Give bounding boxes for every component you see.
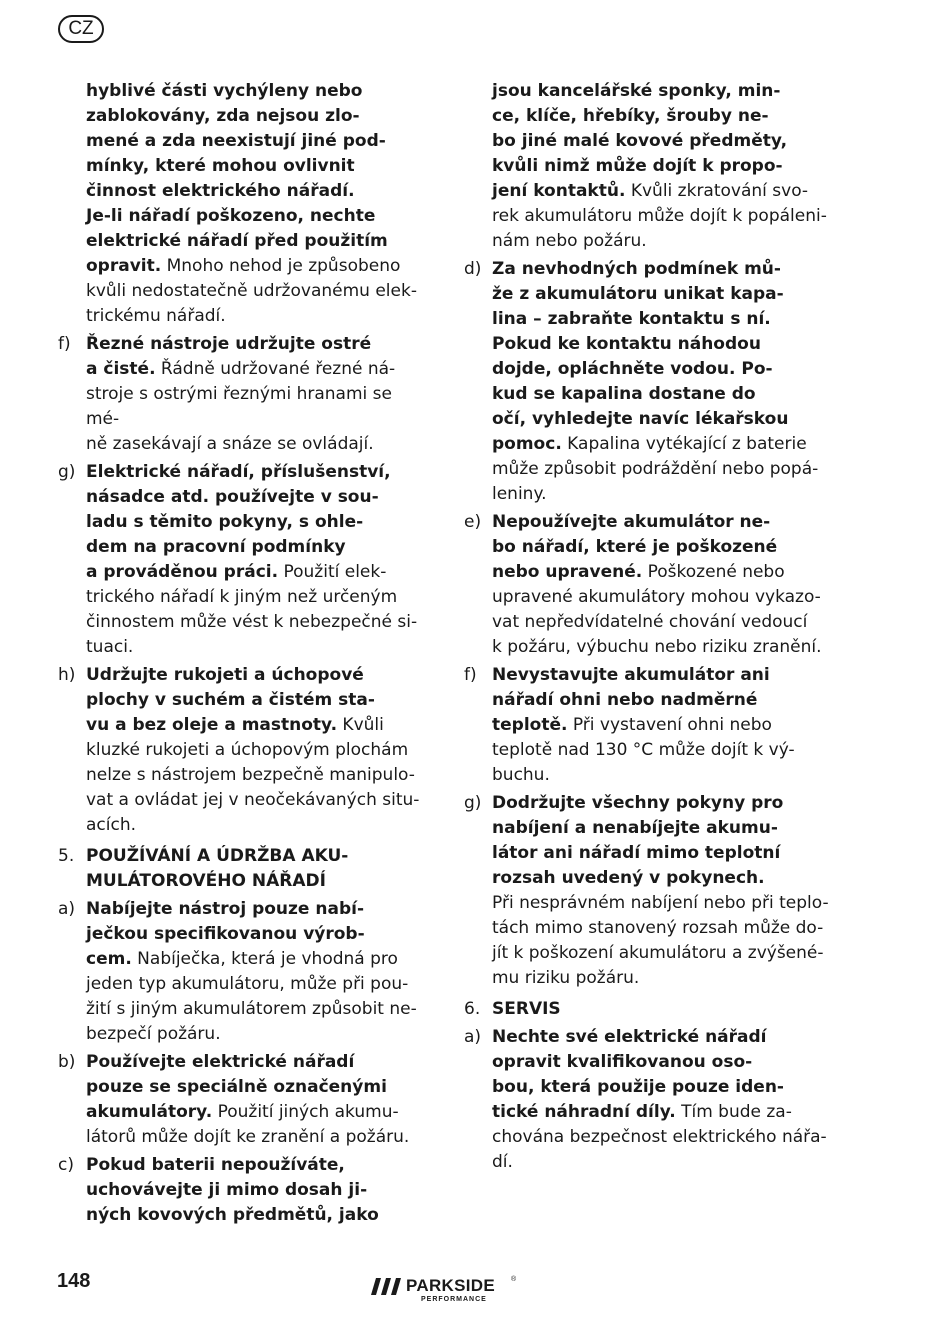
list-item: [58, 1050, 430, 1150]
item-label: a): [464, 1027, 482, 1047]
list-item: [464, 510, 836, 660]
item-label: c): [58, 1155, 74, 1175]
left-column: [58, 79, 430, 1228]
section-number: 5.: [58, 846, 75, 866]
item-text: [86, 897, 430, 1047]
continuation-paragraph: [464, 79, 836, 254]
intro-bold-text: hyblivé části vychýleny nebo zablokovány, zda nejsou zlo- mené a zda neexistují jiné pod- mínky, které mohou ovlivnit činnost elektrického nářadí. Je-li nářadí poškozeno, nechte elektrické nářadí před použitím opravit.: [86, 81, 388, 276]
item-label: e): [464, 512, 482, 532]
list-item: [464, 663, 836, 788]
item-bold-text: Řezné nástroje udržujte ostré a čisté.: [86, 334, 372, 379]
list-item: [464, 1025, 836, 1175]
item-label: b): [58, 1052, 76, 1072]
item-text: [86, 663, 430, 838]
list-item: [464, 791, 836, 991]
item-regular-text: Při nesprávném nabíjení nebo při teplo- tách mimo stanovený rozsah může do- jít k poškození akumulátoru a zvýšené- mu riziku požáru.: [492, 893, 829, 988]
item-bold-text: Pokud baterii nepoužíváte, uchovávejte ji mimo dosah ji- ných kovových předmětů, jako: [86, 1155, 379, 1225]
item-text: [492, 663, 836, 788]
item-bold-text: Dodržujte všechny pokyny pro nabíjení a nenabíjejte akumu- látor ani nářadí mimo teplotní rozsah uvedený v pokynech.: [492, 793, 784, 888]
section-number: 6.: [464, 999, 481, 1019]
item-label: h): [58, 665, 76, 685]
item-text: [492, 1025, 836, 1175]
intro-regular-text: Mnoho nehod je způsobeno kvůli nedostatečně udržovanému elek- trickému nářadí.: [86, 256, 417, 326]
item-label: f): [464, 665, 477, 685]
brand-subtitle: PERFORMANCE: [421, 1296, 487, 1303]
section-heading: [464, 997, 836, 1022]
list-item: [464, 257, 836, 507]
item-bold-text: Za nevhodných podmínek mů- že z akumulátoru unikat kapa- lina – zabraňte kontaktu s ní. Pokud ke kontaktu náhodou dojde, opláchněte vodou. Po- kud se kapalina dostane do očí, vyhledejte navíc lékařskou pomoc.: [492, 259, 789, 454]
page-number: 148: [57, 1270, 91, 1292]
item-text: [492, 510, 836, 660]
list-item: [58, 897, 430, 1047]
list-item: [58, 460, 430, 660]
continuation-regular-text: Kvůli zkratování svo- rek akumulátoru může dojít k popáleni- nám nebo požáru.: [492, 181, 827, 251]
section-title: POUŽÍVÁNÍ A ÚDRŽBA AKU- MULÁTOROVÉHO NÁŘADÍ: [86, 846, 349, 891]
continuation-bold-text: jsou kancelářské sponky, min- ce, klíče, hřebíky, šrouby ne- bo jiné malé kovové předměty, kvůli nimž může dojít k propo- jení kontaktů.: [492, 81, 788, 201]
item-text: [86, 1050, 430, 1150]
item-regular-text: Tím bude za- chována bezpečnost elektrického nářa- dí.: [492, 1102, 827, 1172]
item-regular-text: Při vystavení ohni nebo teplotě nad 130 °C může dojít k vý- buchu.: [492, 715, 795, 785]
language-badge: CZ: [58, 15, 104, 43]
brand-registered-mark: ®: [511, 1276, 517, 1283]
item-bold-text: Používejte elektrické nářadí pouze se speciálně označenými akumulátory.: [86, 1052, 387, 1122]
item-regular-text: Nabíječka, která je vhodná pro jeden typ akumulátoru, může při pou- žití s jiným akumulátorem způsobit ne- bezpečí požáru.: [86, 949, 417, 1044]
item-text: [492, 791, 836, 991]
item-label: g): [464, 793, 482, 813]
item-label: d): [464, 259, 482, 279]
item-regular-text: Kvůli kluzké rukojeti a úchopovým plochám nelze s nástrojem bezpečně manipulo- vat a ovládat jej v neočekávaných situ- acích.: [86, 715, 420, 835]
brand-name: PARKSIDE: [406, 1276, 495, 1295]
brand-logo: [370, 1276, 520, 1310]
item-regular-text: Poškozené nebo upravené akumulátory mohou vykazo- vat nepředvídatelné chování vedoucí k požáru, výbuchu nebo riziku zranění.: [492, 562, 822, 657]
right-column: [464, 79, 836, 1175]
section-heading: [58, 844, 430, 894]
list-item: [58, 332, 430, 457]
section-title: SERVIS: [492, 999, 561, 1019]
item-bold-text: Nabíjejte nástroj pouze nabí- ječkou specifikovanou výrob- cem.: [86, 899, 365, 969]
item-bold-text: Udržujte rukojeti a úchopové plochy v suchém a čistém sta- vu a bez oleje a mastnoty.: [86, 665, 375, 735]
brand-stripes-icon: [370, 1277, 404, 1297]
item-regular-text: Řádně udržované řezné ná- stroje s ostrými řeznými hranami se mé- ně zasekávají a snáze se ovládají.: [86, 359, 396, 454]
item-text: [86, 460, 430, 660]
item-text: [86, 1153, 430, 1228]
item-bold-text: Nevystavujte akumulátor ani nářadí ohni nebo nadměrné teplotě.: [492, 665, 770, 735]
item-label: f): [58, 334, 71, 354]
item-regular-text: Kapalina vytékající z baterie může způsobit podráždění nebo popá- leniny.: [492, 434, 819, 504]
item-regular-text: Použití jiných akumu- látorů může dojít ke zranění a požáru.: [86, 1102, 410, 1147]
item-text: [86, 332, 430, 457]
item-bold-text: Elektrické nářadí, příslušenství, násadce atd. používejte v sou- ladu s těmito pokyny, s ohle- dem na pracovní podmínky a prováděnou práci.: [86, 462, 391, 582]
item-label: a): [58, 899, 76, 919]
item-label: g): [58, 462, 76, 482]
list-item: [58, 1153, 430, 1228]
intro-paragraph: [58, 79, 430, 329]
list-item: [58, 663, 430, 838]
item-text: [492, 257, 836, 507]
item-bold-text: Nepoužívejte akumulátor ne- bo nářadí, které je poškozené nebo upravené.: [492, 512, 778, 582]
item-bold-text: Nechte své elektrické nářadí opravit kvalifikovanou oso- bou, která použije pouze iden- tické náhradní díly.: [492, 1027, 784, 1122]
item-regular-text: Použití elek- trického nářadí k jiným než určeným činnostem může vést k nebezpečné si- tuaci.: [86, 562, 418, 657]
